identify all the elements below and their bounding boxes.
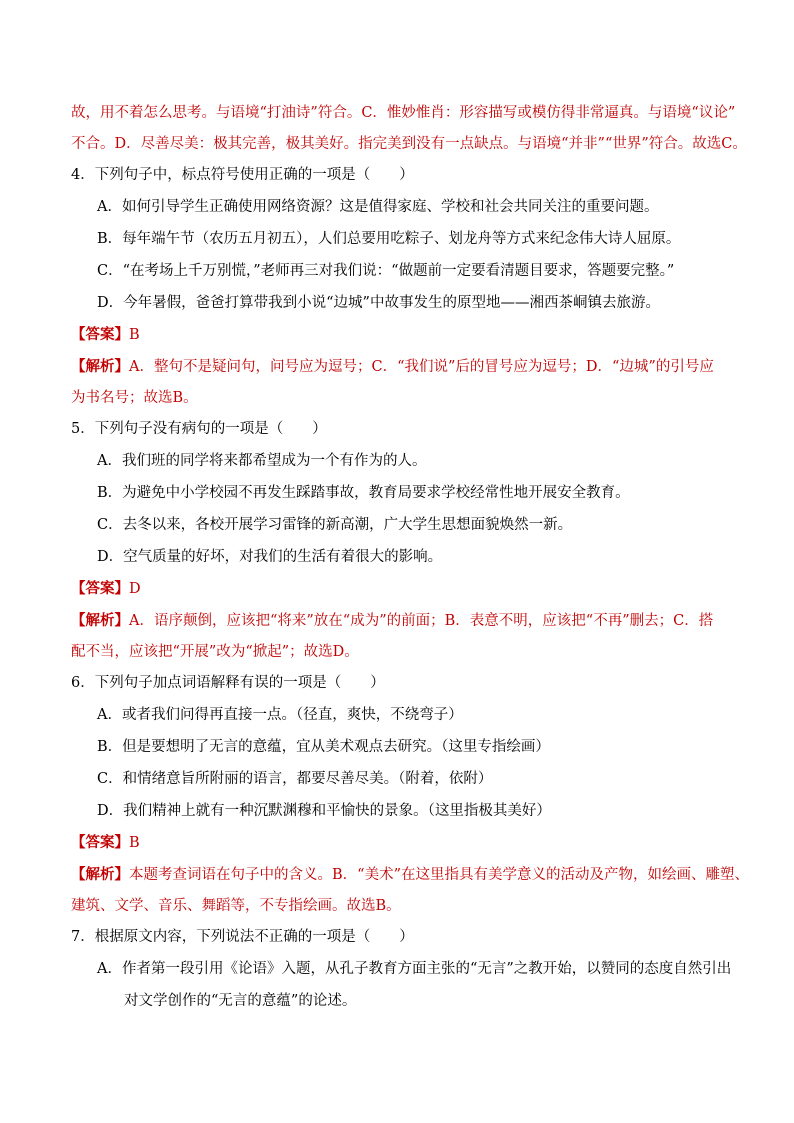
question-6-analysis-cont: 建筑、文学、音乐、舞蹈等，不专指绘画。故选B。 bbox=[71, 898, 401, 914]
question-5-analysis bbox=[71, 610, 713, 632]
continuation-line-1: 故，用不着怎么思考。与语境“打油诗”符合。C．惟妙惟肖：形容描写或模仿得非常逼真。与语境“议论” bbox=[71, 105, 736, 121]
question-7-option-a: A．作者第一段引用《论语》入题，从孔子教育方面主张的“无言”之教开始，以赞同的态度自然引出 bbox=[97, 961, 732, 977]
question-4-analysis-cont: 为书名号；故选B。 bbox=[71, 390, 198, 406]
question-4-option-b: B．每年端午节（农历五月初五），人们总要用吃粽子、划龙舟等方式来纪念伟大诗人屈原。 bbox=[97, 231, 681, 247]
question-6-option-c: C．和情绪意旨所附丽的语言，都要尽善尽美。（附着，依附） bbox=[97, 771, 493, 787]
question-7-stem: 7．根据原文内容，下列说法不正确的一项是（ ） bbox=[71, 929, 414, 945]
question-5-option-c: C．去冬以来，各校开展学习雷锋的新高潮，广大学生思想面貌焕然一新。 bbox=[97, 517, 573, 533]
analysis-tag: 【解析】 bbox=[71, 612, 129, 629]
question-4-analysis bbox=[71, 356, 714, 378]
question-6-analysis bbox=[71, 864, 749, 886]
question-4-stem: 4．下列句子中，标点符号使用正确的一项是（ ） bbox=[71, 167, 414, 183]
question-7-option-a-cont: 对文学创作的“无言的意蕴”的论述。 bbox=[124, 993, 357, 1009]
question-5-option-d: D．空气质量的好坏，对我们的生活有着很大的影响。 bbox=[97, 549, 443, 565]
analysis-text: 本题考查词语在句子中的含义。B．“美术”在这里指具有美学意义的活动及产物，如绘画、雕塑、 bbox=[129, 867, 749, 883]
continuation-line-2: 不合。D．尽善尽美：极其完善，极其美好。指完美到没有一点缺点。与语境“并非”“世界”符合。故选C。 bbox=[71, 136, 747, 152]
question-5-stem: 5．下列句子没有病句的一项是（ ） bbox=[71, 421, 327, 437]
question-4-option-d: D．今年暑假，爸爸打算带我到小说“边城”中故事发生的原型地——湘西茶峒镇去旅游。 bbox=[97, 295, 660, 311]
answer-tag: 【答案】 bbox=[71, 580, 129, 597]
question-5-answer bbox=[71, 578, 141, 600]
answer-tag: 【答案】 bbox=[71, 326, 129, 343]
analysis-text: A．整句不是疑问句，问号应为逗号；C．“我们说”后的冒号应为逗号；D．“边城”的引号应 bbox=[129, 359, 714, 375]
question-4-option-c: C．“在考场上千万别慌，”老师再三对我们说：“做题前一定要看清题目要求，答题要完整。” bbox=[97, 263, 675, 279]
question-4-answer bbox=[71, 324, 140, 346]
analysis-text: A．语序颠倒，应该把“将来”放在“成为”的前面；B．表意不明，应该把“不再”删去；C．搭 bbox=[129, 613, 714, 629]
question-6-option-d: D．我们精神上就有一种沉默渊穆和平愉快的景象。（这里指极其美好） bbox=[97, 803, 551, 819]
question-5-option-a: A．我们班的同学将来都希望成为一个有作为的人。 bbox=[97, 453, 427, 469]
answer-value: D bbox=[129, 581, 141, 597]
question-5-option-b: B．为避免中小学校园不再发生踩踏事故，教育局要求学校经常性地开展安全教育。 bbox=[97, 485, 630, 501]
answer-value: B bbox=[129, 835, 140, 851]
question-6-option-a: A．或者我们问得再直接一点。（径直，爽快，不绕弯子） bbox=[97, 707, 463, 723]
question-6-answer bbox=[71, 832, 140, 854]
question-4-option-a: A．如何引导学生正确使用网络资源？这是值得家庭、学校和社会共同关注的重要问题。 bbox=[97, 199, 659, 215]
question-6-option-b: B．但是要想明了无言的意蕴，宜从美术观点去研究。（这里专指绘画） bbox=[97, 739, 550, 755]
answer-value: B bbox=[129, 327, 140, 343]
answer-tag: 【答案】 bbox=[71, 834, 129, 851]
question-5-analysis-cont: 配不当，应该把“开展”改为“掀起”；故选D。 bbox=[71, 644, 359, 660]
analysis-tag: 【解析】 bbox=[71, 358, 129, 375]
question-6-stem: 6．下列句子加点词语解释有误的一项是（ ） bbox=[71, 675, 385, 691]
analysis-tag: 【解析】 bbox=[71, 866, 129, 883]
